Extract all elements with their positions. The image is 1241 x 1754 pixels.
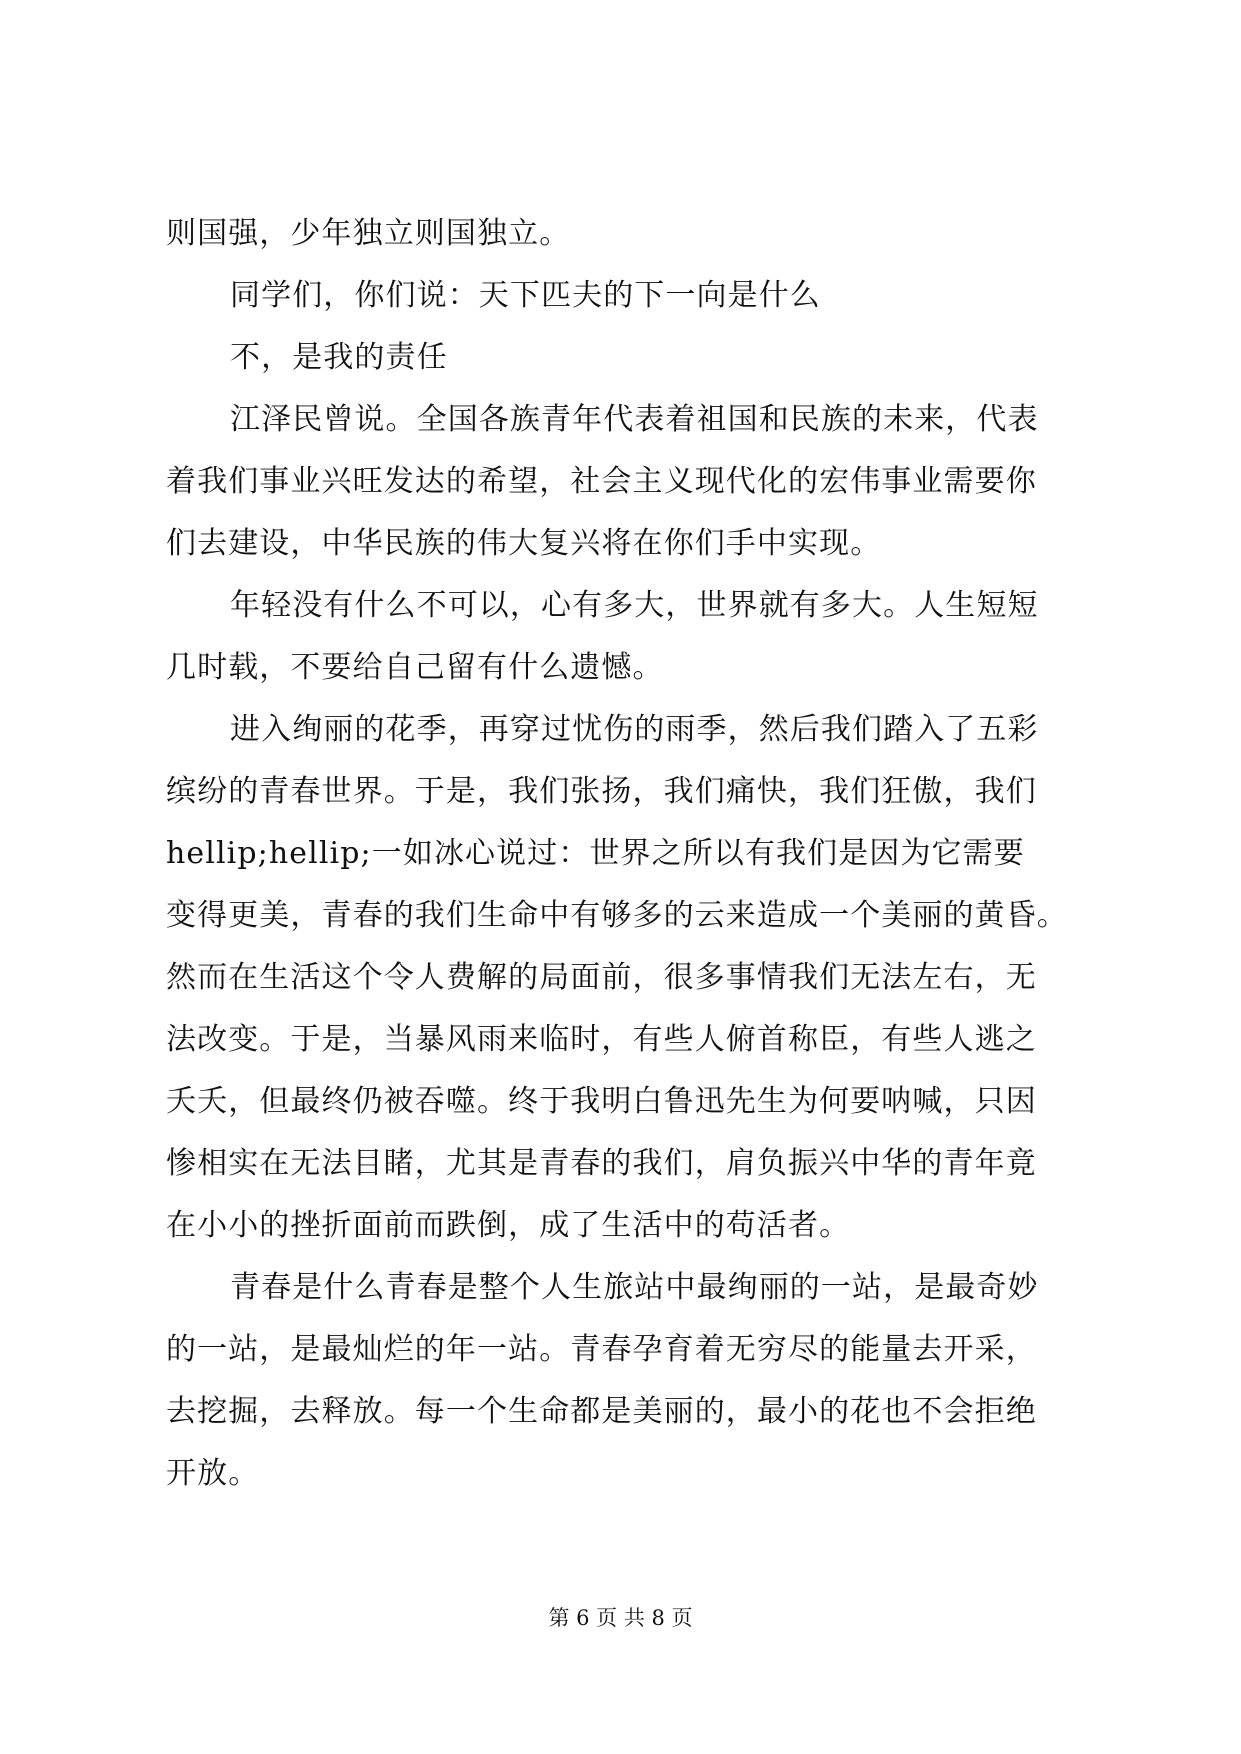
text-line: 缤纷的青春世界。于是，我们张扬，我们痛快，我们狂傲，我们	[166, 774, 1037, 809]
text-line: 的一站，是最灿烂的年一站。青春孕育着无穷尽的能量去开采，	[166, 1332, 1037, 1367]
text-line: 夭夭，但最终仍被吞噬。终于我明白鲁迅先生为何要呐喊，只因	[166, 1084, 1037, 1119]
text-line: 开放。	[166, 1456, 260, 1491]
text-line: 着我们事业兴旺发达的希望，社会主义现代化的宏伟事业需要你	[166, 464, 1037, 499]
text-line: 青春是什么青春是整个人生旅站中最绚丽的一站，是最奇妙	[230, 1270, 1039, 1305]
body-text	[166, 203, 1082, 1505]
text-line: 变得更美，青春的我们生命中有够多的云来造成一个美丽的黄昏。	[166, 898, 1068, 933]
text-line: 则国强，少年独立则国独立。	[166, 216, 571, 251]
text-line: 去挖掘，去释放。每一个生命都是美丽的，最小的花也不会拒绝	[166, 1394, 1037, 1429]
text-line: 不，是我的责任	[230, 340, 448, 375]
text-line: 同学们，你们说：天下匹夫的下一向是什么	[230, 278, 821, 313]
page-number: 第 6 页 共 8 页	[548, 1606, 693, 1630]
text-line: 然而在生活这个令人费解的局面前，很多事情我们无法左右，无	[166, 960, 1037, 995]
text-line: 进入绚丽的花季，再穿过忧伤的雨季，然后我们踏入了五彩	[230, 712, 1039, 747]
page-footer	[0, 1602, 1241, 1632]
text-line: 几时载，不要给自己留有什么遗憾。	[166, 650, 664, 685]
text-line: hellip;hellip;一如冰心说过：世界之所以有我们是因为它需要	[166, 836, 1025, 871]
text-line: 年轻没有什么不可以，心有多大，世界就有多大。人生短短	[230, 588, 1039, 623]
text-line: 在小小的挫折面前而跌倒，成了生活中的苟活者。	[166, 1208, 851, 1243]
text-line: 江泽民曾说。全国各族青年代表着祖国和民族的未来，代表	[230, 402, 1039, 437]
text-line: 法改变。于是，当暴风雨来临时，有些人俯首称臣，有些人逃之	[166, 1022, 1037, 1057]
text-line: 们去建设，中华民族的伟大复兴将在你们手中实现。	[166, 526, 882, 561]
text-line: 惨相实在无法目睹，尤其是青春的我们，肩负振兴中华的青年竟	[166, 1146, 1037, 1181]
